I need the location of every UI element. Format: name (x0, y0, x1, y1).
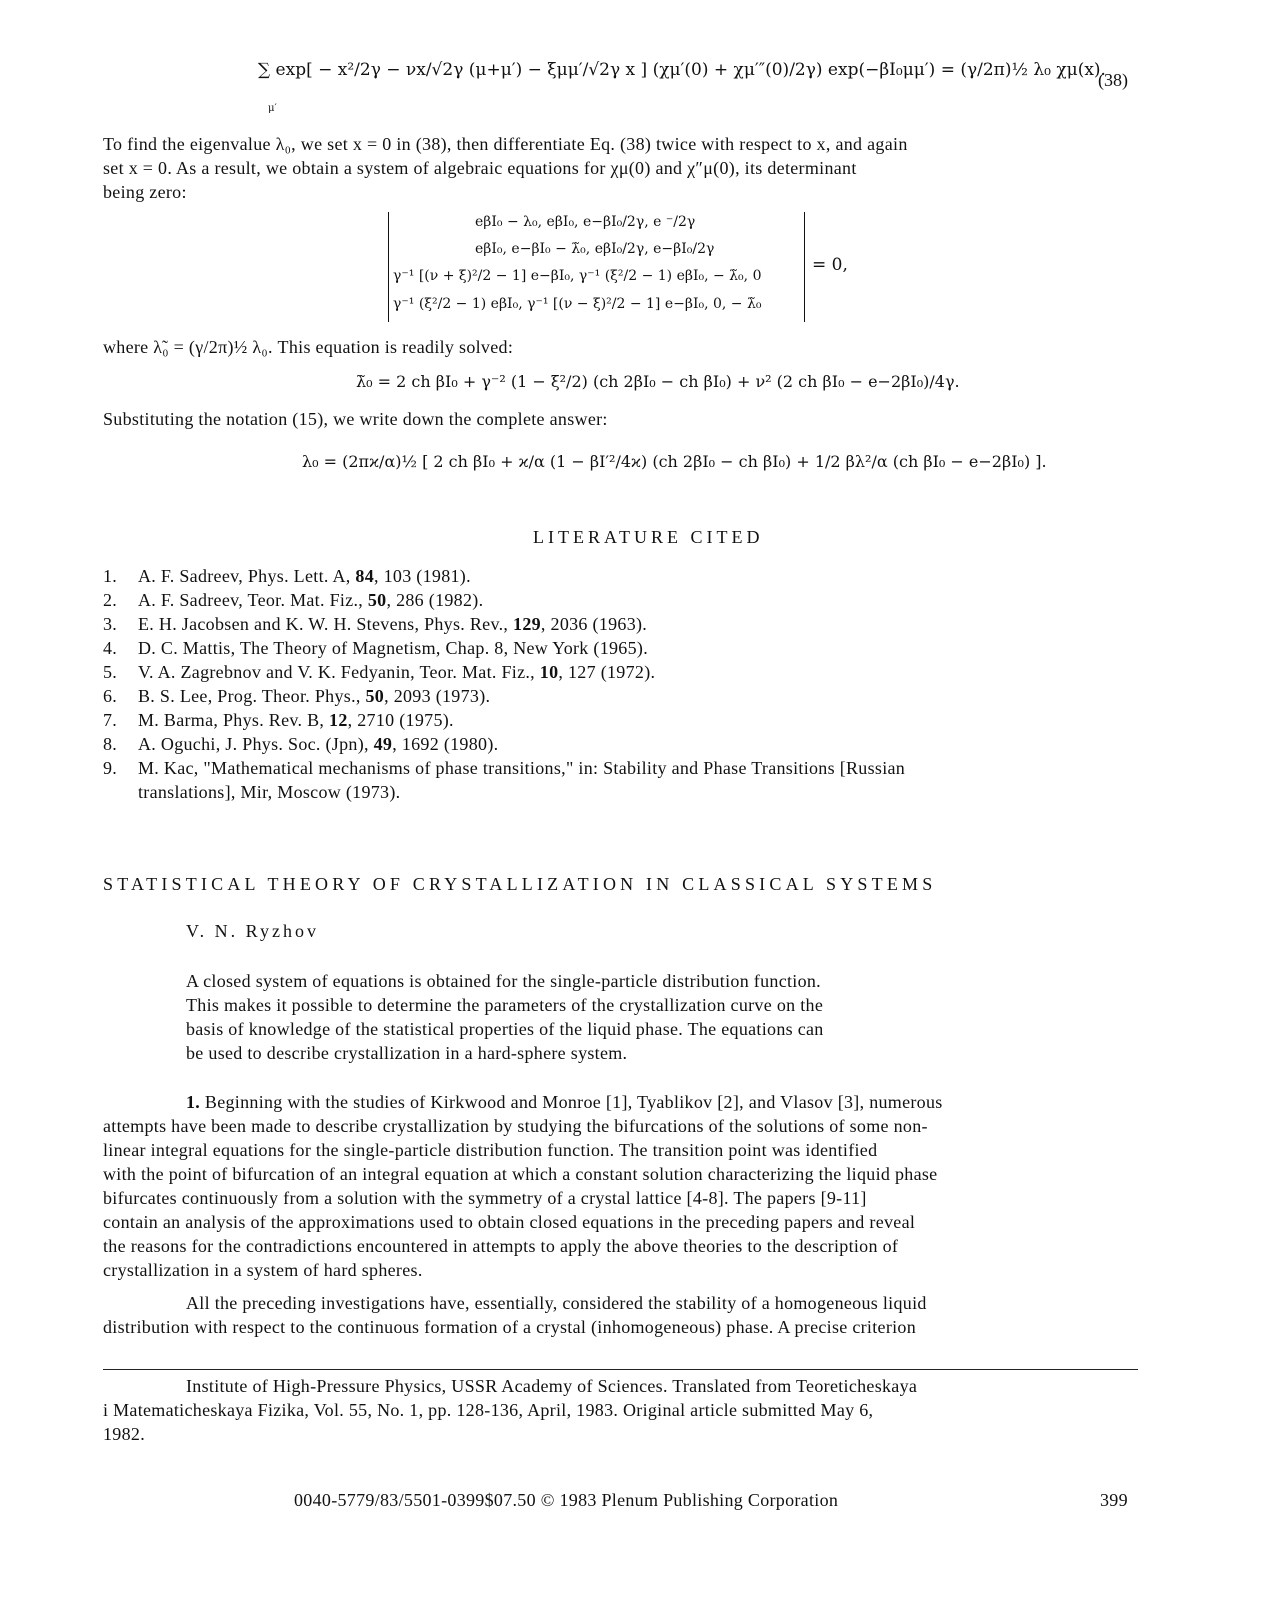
determinant-rhs: = 0, (812, 255, 848, 275)
reference-continuation: translations], Mir, Moscow (1973). (138, 782, 401, 802)
reference-item: 6. B. S. Lee, Prog. Theor. Phys., 50, 2093 (1973). (103, 686, 491, 706)
text-line: 1. Beginning with the studies of Kirkwood and Monroe [1], Tyablikov [2], and Vlasov [3], numerous (186, 1092, 943, 1112)
text-line: with the point of bifurcation of an integral equation at which a constant solution characterizing the liquid phase (103, 1164, 938, 1184)
text-line: being zero: (103, 182, 187, 202)
reference-item: 1. A. F. Sadreev, Phys. Lett. A, 84, 103 (1981). (103, 566, 471, 586)
equation-38-number: (38) (1098, 70, 1128, 90)
text-line: linear integral equations for the single-particle distribution function. The transition point was identified (103, 1140, 878, 1160)
abstract-line: This makes it possible to determine the parameters of the crystallization curve on the (186, 995, 824, 1015)
footnote-rule (103, 1369, 1138, 1370)
reference-item: 4. D. C. Mattis, The Theory of Magnetism, Chap. 8, New York (1965). (103, 638, 648, 658)
abstract-line: be used to describe crystallization in a hard-sphere system. (186, 1043, 628, 1063)
equation-38-sum-index: μ′ (268, 103, 277, 114)
footer-code: 0040-5779/83/5501-0399$07.50 © 1983 Plenum Publishing Corporation (294, 1490, 839, 1510)
equation-38: ∑ exp[ − x²/2γ − νx/√2γ (μ+μ′) − ξμμ′/√2γ x ] (χμ′(0) + χμ′″(0)/2γ) exp(−βI₀μμ′) = (γ/2π)½ λ₀ χμ(x). (258, 60, 1106, 80)
reference-item: 7. M. Barma, Phys. Rev. B, 12, 2710 (1975). (103, 710, 454, 730)
article-title: STATISTICAL THEORY OF CRYSTALLIZATION IN CLASSICAL SYSTEMS (103, 874, 937, 894)
determinant-row: eβI₀ − λ₀, eβI₀, e−βI₀/2γ, e ⁻/2γ (475, 214, 696, 230)
footnote-line: i Matematicheskaya Fizika, Vol. 55, No. 1, pp. 128-136, April, 1983. Original article submitted May 6, (103, 1400, 874, 1420)
determinant-row: γ⁻¹ (ξ²/2 − 1) eβI₀, γ⁻¹ [(ν − ξ)²/2 − 1] e−βI₀, 0, − λ̃₀ (393, 296, 762, 312)
text-line: bifurcates continuously from a solution with the symmetry of a crystal lattice [4-8]. The papers [9-11] (103, 1188, 867, 1208)
body-paragraph-1 (103, 1090, 943, 1282)
footnote-line: 1982. (103, 1424, 145, 1444)
body-paragraph-2 (103, 1291, 927, 1339)
solution-equation: λ̃₀ = 2 ch βI₀ + γ⁻² (1 − ξ²/2) (ch 2βI₀ − ch βI₀) + ν² (2 ch βI₀ − e−2βI₀)/4γ. (356, 372, 960, 391)
answer-equation: λ₀ = (2πϰ/α)½ [ 2 ch βI₀ + ϰ/α (1 − βI′²/4ϰ) (ch 2βI₀ − ch βI₀) + 1/2 βλ²/α (ch βI₀ − e−2βI₀) ]. (302, 452, 1047, 471)
reference-item: 2. A. F. Sadreev, Teor. Mat. Fiz., 50, 286 (1982). (103, 590, 484, 610)
abstract (186, 969, 824, 1065)
text-line: contain an analysis of the approximations used to obtain closed equations in the preceding papers and reveal (103, 1212, 916, 1232)
reference-list (103, 564, 905, 804)
determinant (388, 212, 805, 322)
where-line: where λ̃₀ = (γ/2π)½ λ₀. This equation is readily solved: (103, 337, 514, 357)
section-number: 1. (186, 1092, 201, 1112)
determinant-row: eβI₀, e−βI₀ − λ̃₀, eβI₀/2γ, e−βI₀/2γ (475, 241, 715, 257)
text-line: distribution with respect to the continuous formation of a crystal (inhomogeneous) phase. A precise criterion (103, 1317, 917, 1337)
abstract-line: A closed system of equations is obtained for the single-particle distribution function. (186, 971, 821, 991)
text-line: All the preceding investigations have, essentially, considered the stability of a homogeneous liquid (186, 1293, 927, 1313)
text-line: crystallization in a system of hard spheres. (103, 1260, 423, 1280)
text-line: attempts have been made to describe crystallization by studying the bifurcations of the solutions of some non- (103, 1116, 928, 1136)
footnote (103, 1374, 917, 1446)
reference-item: 8. A. Oguchi, J. Phys. Soc. (Jpn), 49, 1692 (1980). (103, 734, 499, 754)
text-line: set x = 0. As a result, we obtain a system of algebraic equations for χμ(0) and χ″μ(0), its determinant (103, 158, 857, 178)
literature-cited-heading: LITERATURE CITED (533, 527, 764, 547)
author: V. N. Ryzhov (186, 921, 319, 941)
reference-item: 5. V. A. Zagrebnov and V. K. Fedyanin, Teor. Mat. Fiz., 10, 127 (1972). (103, 662, 656, 682)
abstract-line: basis of knowledge of the statistical properties of the liquid phase. The equations can (186, 1019, 824, 1039)
page-number: 399 (1100, 1490, 1128, 1510)
text-line: To find the eigenvalue λ₀, we set x = 0 in (38), then differentiate Eq. (38) twice with respect to x, and again (103, 134, 908, 154)
footnote-line: Institute of High-Pressure Physics, USSR Academy of Sciences. Translated from Teoreticheskaya (186, 1376, 918, 1396)
reference-item: 9. M. Kac, "Mathematical mechanisms of phase transitions," in: Stability and Phase Transitions [Russian (103, 758, 906, 778)
substituting-line: Substituting the notation (15), we write down the complete answer: (103, 409, 608, 429)
determinant-row: γ⁻¹ [(ν + ξ)²/2 − 1] e−βI₀, γ⁻¹ (ξ²/2 − 1) eβI₀, − λ̃₀, 0 (393, 268, 762, 284)
reference-item: 3. E. H. Jacobsen and K. W. H. Stevens, Phys. Rev., 129, 2036 (1963). (103, 614, 648, 634)
text-line: the reasons for the contradictions encountered in attempts to apply the above theories to the description of (103, 1236, 899, 1256)
paragraph-eigenvalue (103, 132, 908, 204)
